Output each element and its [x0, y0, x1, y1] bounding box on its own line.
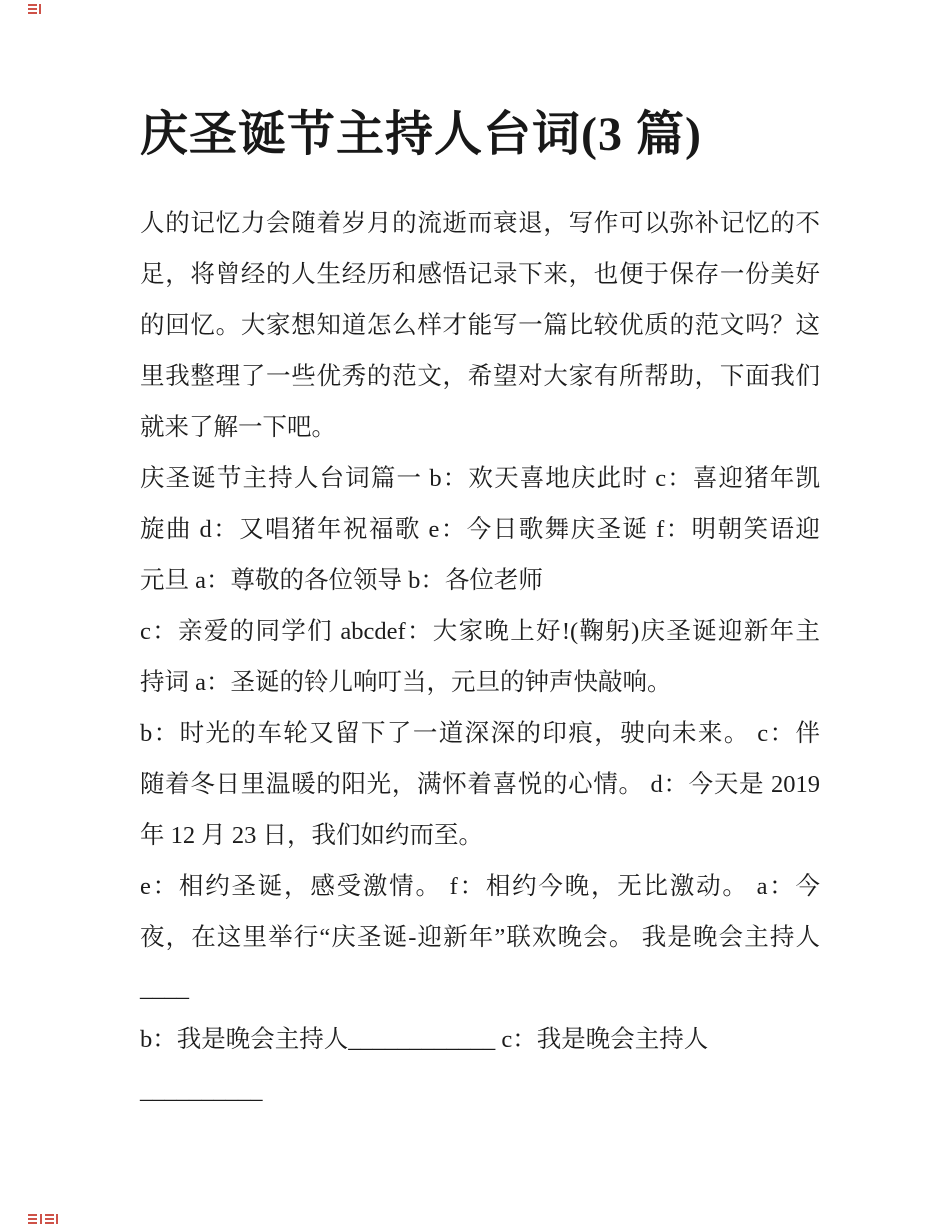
text-line: ____ [140, 975, 189, 1002]
text-line: 夜，在这里举行“庆圣诞-迎新年”联欢晚会。 我是晚会主持人 [140, 924, 820, 951]
text-line: 庆圣诞节主持人台词篇一 b：欢天喜地庆此时 c：喜迎猪年凯 [140, 465, 820, 492]
text-line: 年 12 月 23 日，我们如约而至。 [140, 822, 483, 849]
text-line: 的回忆。大家想知道怎么样才能写一篇比较优质的范文吗？这 [140, 312, 820, 339]
text-line: 足，将曾经的人生经历和感悟记录下来，也便于保存一份美好 [140, 261, 820, 288]
text-line: c：亲爱的同学们 abcdef：大家晚上好!(鞠躬)庆圣诞迎新年主 [140, 618, 820, 645]
text-line: e：相约圣诞，感受激情。 f：相约今晚，无比激动。 a：今 [140, 873, 820, 900]
text-line: b：我是晚会主持人____________ c：我是晚会主持人 [140, 1026, 709, 1053]
text-line: 旋曲 d：又唱猪年祝福歌 e：今日歌舞庆圣诞 f：明朝笑语迎 [140, 516, 820, 543]
red-stamp-top-icon [27, 3, 43, 15]
red-stamp-bottom-icon [27, 1213, 59, 1225]
document-body [140, 198, 820, 1116]
document-title: 庆圣诞节主持人台词(3 篇) [140, 108, 702, 161]
text-line: __________ [140, 1077, 263, 1104]
text-line: 随着冬日里温暖的阳光，满怀着喜悦的心情。 d：今天是 2019 [140, 771, 820, 798]
text-line: 就来了解一下吧。 [140, 414, 336, 441]
text-line: 里我整理了一些优秀的范文，希望对大家有所帮助，下面我们 [140, 363, 820, 390]
text-line: b：时光的车轮又留下了一道深深的印痕，驶向未来。 c：伴 [140, 720, 820, 747]
text-line: 人的记忆力会随着岁月的流逝而衰退，写作可以弥补记忆的不 [140, 210, 820, 237]
text-line: 元旦 a：尊敬的各位领导 b：各位老师 [140, 567, 543, 594]
text-line: 持词 a：圣诞的铃儿响叮当，元旦的钟声快敲响。 [140, 669, 672, 696]
